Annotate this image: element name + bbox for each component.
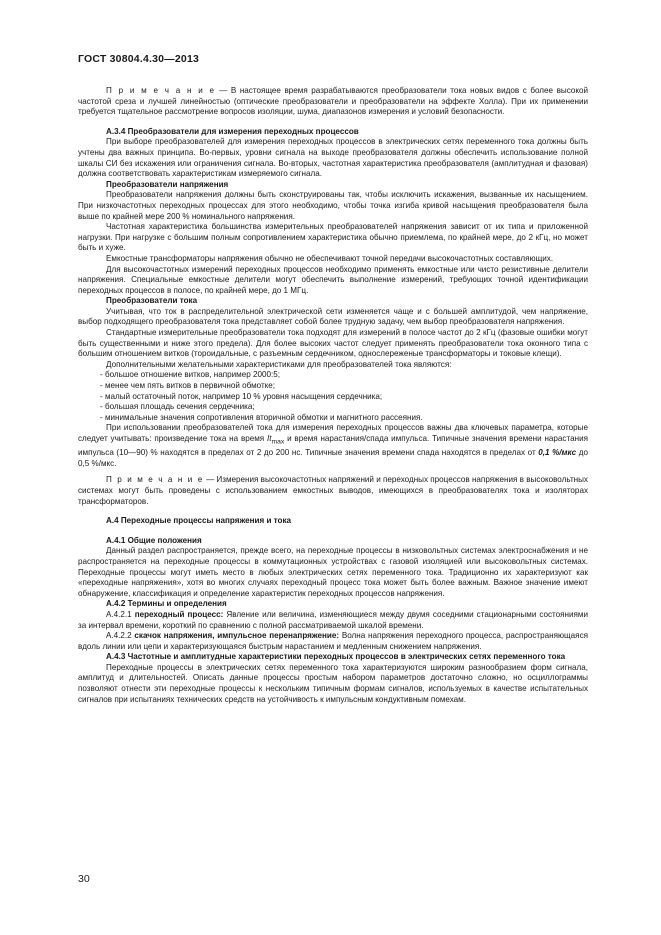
page-number: 30	[78, 873, 90, 885]
paragraph: Для высокочастотных измерений переходных процессов необходимо применять емкостные или чисто резистивные делители напряжения. Специальные емкостные делители могут обеспечить выполнение измерений, требующих точной идентификации переходных процессов в полосе, по крайней мере, до 1 МГц.	[78, 264, 588, 295]
definition-paragraph	[78, 631, 588, 652]
term: переходный процесс:	[134, 609, 224, 619]
list-item: - менее чем пять витков в первичной обмотке;	[100, 381, 276, 391]
definition-paragraph	[78, 610, 588, 631]
term-number: А.4.2.2	[106, 631, 135, 641]
paragraph: Учитывая, что ток в распределительной электрической сети изменяется чаще и с большей амплитудой, чем напряжение, выбор подходящего преобразователя тока представляет собой более трудную задачу, чем выбор преобразователя напряжения.	[78, 306, 588, 327]
paragraph: При выборе преобразователей для измерения переходных процессов в электрических сетях переменного тока должны быть учтены два важных принципа. Во-первых, уровни сигнала на выходе преобразователя должны обеспечить использование полной шкалы СИ без искажения или ограничения сигнала. Во-вторых, частотная характеристика преобразователя (амплитудная и фазовая) должна соответствовать характеристикам измеряемого сигнала.	[78, 137, 588, 179]
list-item: - большое отношение витков, например 2000:5;	[100, 370, 280, 380]
paragraph: Преобразователи напряжения должны быть сконструированы так, чтобы исключить искажения, вызванные их насыщением. При низкочастотных переходных процессах для этого необходимо, чтобы точка изгиба кривой насыщения преобразователя была выше по крайней мере 200 % номинального напряжения.	[78, 190, 588, 221]
subheading-current-transducers: Преобразователи тока	[106, 296, 198, 306]
text-run: и время нарастания/спада импульса. Типичные значения времени нарастания импульса (10—90) % находятся в пределах от 2 до 200 нс. Типичные значения времени спада находятся в пределах от	[78, 434, 588, 458]
section-heading-a43: А.4.3 Частотные и амплитудные характеристики переходных процессов в электрических сетях переменного тока	[106, 652, 566, 662]
formula-it: It	[267, 434, 272, 443]
standard-header: ГОСТ 30804.4.30—2013	[78, 53, 200, 65]
paragraph: Частотная характеристика большинства измерительных преобразователей напряжения зависит от их типа и приложенной нагрузки. При нагрузке с большим полным сопротивлением характеристика обычно приемлема, по крайней мере, до 2 кГц, но может быть и хуже.	[78, 222, 588, 253]
list-item: - малый остаточный поток, например 10 % уровня насыщения сердечника;	[100, 391, 383, 401]
note-paragraph	[78, 86, 588, 118]
paragraph: Данный раздел распространяется, прежде всего, на переходные процессы в низковольтных системах электроснабжения и не распространяется на переходные процессы в коммутационных устройствах с газовой изоляцией или высоковольтных системах. Переходные процессы могут иметь место в любых электрических сетях переменного тока. Традиционно их характеризуют как «переходные напряжения», хотя во многих случаях переходный процесс тока может быть более важным. Важное значение имеют обнаружение, классификация и определение характеристик переходных процессов напряжения.	[78, 546, 588, 598]
text-run: При использовании преобразователей тока для измерения переходных процессов важны два ключевых параметра, которые следует учитывать: произведение тока на время	[78, 423, 588, 443]
list-item: - большая площадь сечения сердечника;	[100, 402, 255, 412]
section-heading-a4: А.4 Переходные процессы напряжения и тока	[106, 516, 292, 526]
formula-subscript: max	[271, 438, 285, 446]
section-heading-a41: А.4.1 Общие положения	[106, 535, 202, 545]
emphasis-value: 0,1 %/мкс	[538, 448, 577, 458]
note-label: П р и м е ч а н и е	[106, 475, 204, 485]
paragraph	[78, 423, 588, 469]
section-heading-a34: А.3.4 Преобразователи для измерения переходных процессов	[106, 126, 359, 136]
note-label: П р и м е ч а н и е	[106, 86, 216, 95]
note-paragraph	[78, 475, 588, 507]
term-number: А.4.2.1	[106, 609, 135, 619]
term: скачок напряжения, импульсное перенапряжение:	[134, 631, 340, 641]
note-text: — В настоящее время разрабатываются преобразователи тока новых видов с более высокой частотой среза и лучшей линейностью (оптические преобразователи и преобразователи на эффекте Холла). При их применении требуется тщательное рассмотрение вопросов изоляции, шума, диапазонов измерения и условий безопасности.	[78, 86, 588, 117]
paragraph: Емкостные трансформаторы напряжения обычно не обеспечивают точной передачи высокочастотных составляющих.	[106, 253, 554, 263]
text-run: до 0,5 %/мкс.	[78, 448, 588, 468]
term-definition: Явление или величина, изменяющиеся между двумя соседними стационарными состояниями за интервал времени, короткий по сравнению с полной рассматриваемой шкалой времени.	[78, 609, 589, 630]
paragraph: Переходные процессы в электрических сетях переменного тока характеризуются широким разнообразием форм сигнала, амплитуд и длительностей. Описать данные процессы простым набором параметров достаточно сложно, но осциллограммы позволяют отнести эти переходные процессы к нескольким типичным формам сигналов, используемых в качестве испытательных сигналов при испытаниях технических средств на устойчивость к импульсным кондуктивным помехам.	[78, 662, 588, 704]
page-content	[78, 84, 588, 705]
list-item: - минимальные значения сопротивления вторичной обмотки и магнитного рассеяния.	[100, 412, 423, 422]
subheading-voltage-transducers: Преобразователи напряжения	[106, 179, 229, 189]
paragraph: Стандартные измерительные преобразователи тока подходят для измерений в полосе частот до 2 кГц (фазовые ошибки могут быть существенными и ниже этого предела). Для более высоких частот следует применять преобразователи тока оконного типа с большим отношением витков (тороидальные, с разъемным сердечником, однослереженые трансформаторы и токовые клещи).	[78, 328, 588, 359]
paragraph: Дополнительными желательными характеристиками для преобразователей тока являются:	[106, 359, 452, 369]
term-definition: Волна напряжения переходного процесса, распространяющаяся вдоль линии или цепи и характеризующаяся быстрым нарастанием и медленным снижением напряжения.	[78, 631, 588, 651]
note-text: — Измерения высокочастотных напряжений и переходных процессов напряжения в высоковольтных системах могут быть проведены с использованием емкостных выводов, имеющихся в преобразователях тока и изоляторах трансформаторов.	[78, 475, 588, 506]
section-heading-a42: А.4.2 Термины и определения	[106, 599, 227, 609]
